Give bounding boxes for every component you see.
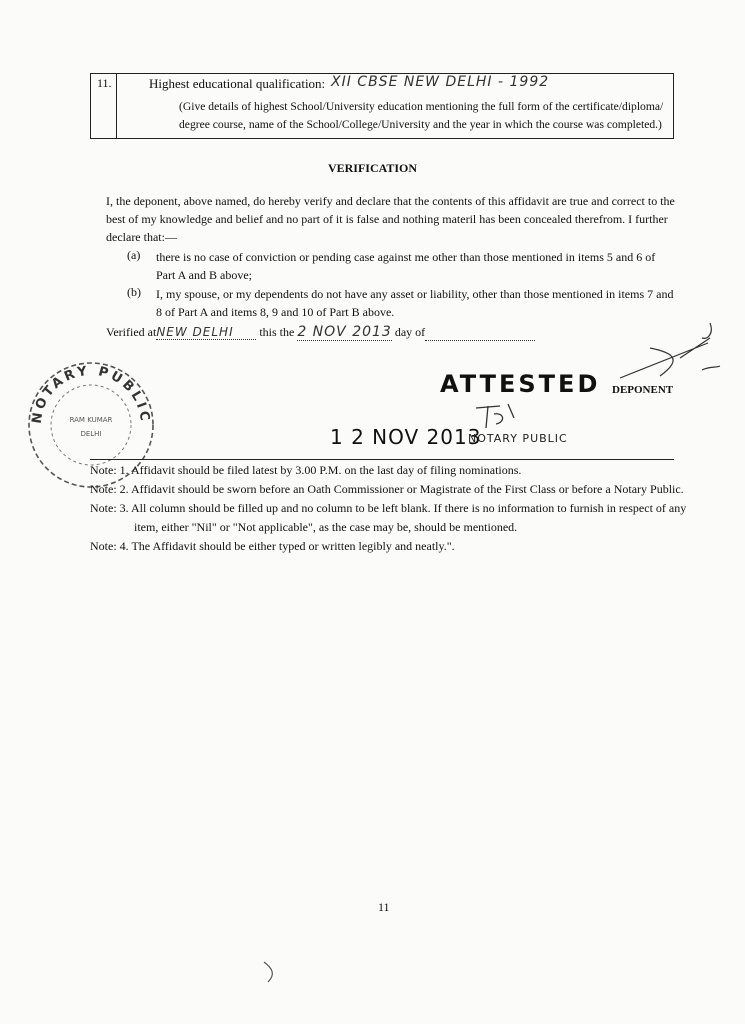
note-2	[90, 480, 684, 499]
item-a-mark: (a)	[127, 248, 141, 262]
note-4-label: Note: 4.	[90, 539, 129, 553]
verification-intro: I, the deponent, above named, do hereby verify and declare that the contents of this affidavit are true and correct to the best of my knowledge and belief and no part of it is false and nothing materil has been concealed therefrom. I further declare that:—	[106, 194, 675, 244]
note-1-label: Note: 1.	[90, 463, 129, 477]
page-number: 11	[378, 900, 390, 914]
verified-at-line	[106, 324, 535, 341]
deponent-signature-icon	[590, 318, 725, 388]
note-3-text: All column should be filled up and no column to be left blank. If there is no information to furnish in respect of any	[131, 501, 687, 515]
qualification-box	[90, 73, 674, 139]
note-2-label: Note: 2.	[90, 482, 129, 496]
seal-top-text: NOTARY PUBLIC	[29, 363, 153, 425]
verified-at-label: Verified at	[106, 325, 157, 339]
note-3	[90, 499, 686, 518]
item-b-mark: (b)	[127, 285, 141, 299]
verified-at-value: NEW DELHI	[156, 325, 256, 340]
deponent-label: DEPONENT	[612, 384, 674, 396]
note-4-text: The Affidavit should be either typed or written legibly and neatly.".	[131, 539, 455, 553]
seal-place: DELHI	[80, 430, 102, 438]
note-3-label: Note: 3.	[90, 501, 129, 515]
item-a-text: there is no case of conviction or pending case against me other than those mentioned in items 5 and 6 of Part A and B above;	[156, 250, 656, 282]
day-of-label: day of	[394, 325, 426, 339]
day-of-blank	[425, 325, 535, 341]
note-4	[90, 537, 455, 556]
attested-stamp: ATTESTED	[440, 370, 601, 398]
verification-date: 2 NOV 2013	[297, 324, 392, 340]
this-the-label: this the	[259, 325, 295, 339]
note-1	[90, 461, 521, 480]
notary-public-label: NOTARY PUBLIC	[468, 432, 568, 445]
qualification-answer: XII CBSE NEW DELHI - 1992	[331, 74, 550, 90]
qualification-hint: (Give details of highest School/University education mentioning the full form of the certificate/diploma/ degree course, name of the School/College/University and the year in which the course was completed.)	[179, 100, 664, 131]
notes-divider	[90, 459, 674, 460]
note-1-text: Affidavit should be filed latest by 3.00 P.M. on the last day of filing nominations.	[131, 463, 522, 477]
stamp-date: 1 2 NOV 2013	[330, 425, 482, 449]
qualification-label: Highest educational qualification:	[149, 76, 326, 91]
seal-name: RAM KUMAR	[69, 416, 113, 424]
item-b-text: I, my spouse, or my dependents do not have any asset or liability, other than those mentioned in items 7 and 8 of Part A and items 8, 9 and 10 of Part B above.	[156, 287, 674, 319]
stray-pen-mark-icon	[258, 958, 282, 986]
note-3-continued: item, either "Nil" or "Not applicable", as the case may be, should be mentioned.	[134, 520, 518, 534]
verification-heading: VERIFICATION	[327, 161, 418, 175]
item-number-cell	[91, 74, 117, 138]
note-2-text: Affidavit should be sworn before an Oath Commissioner or Magistrate of the First Class or before a Notary Public.	[131, 482, 684, 496]
item-number: 11.	[97, 76, 112, 90]
